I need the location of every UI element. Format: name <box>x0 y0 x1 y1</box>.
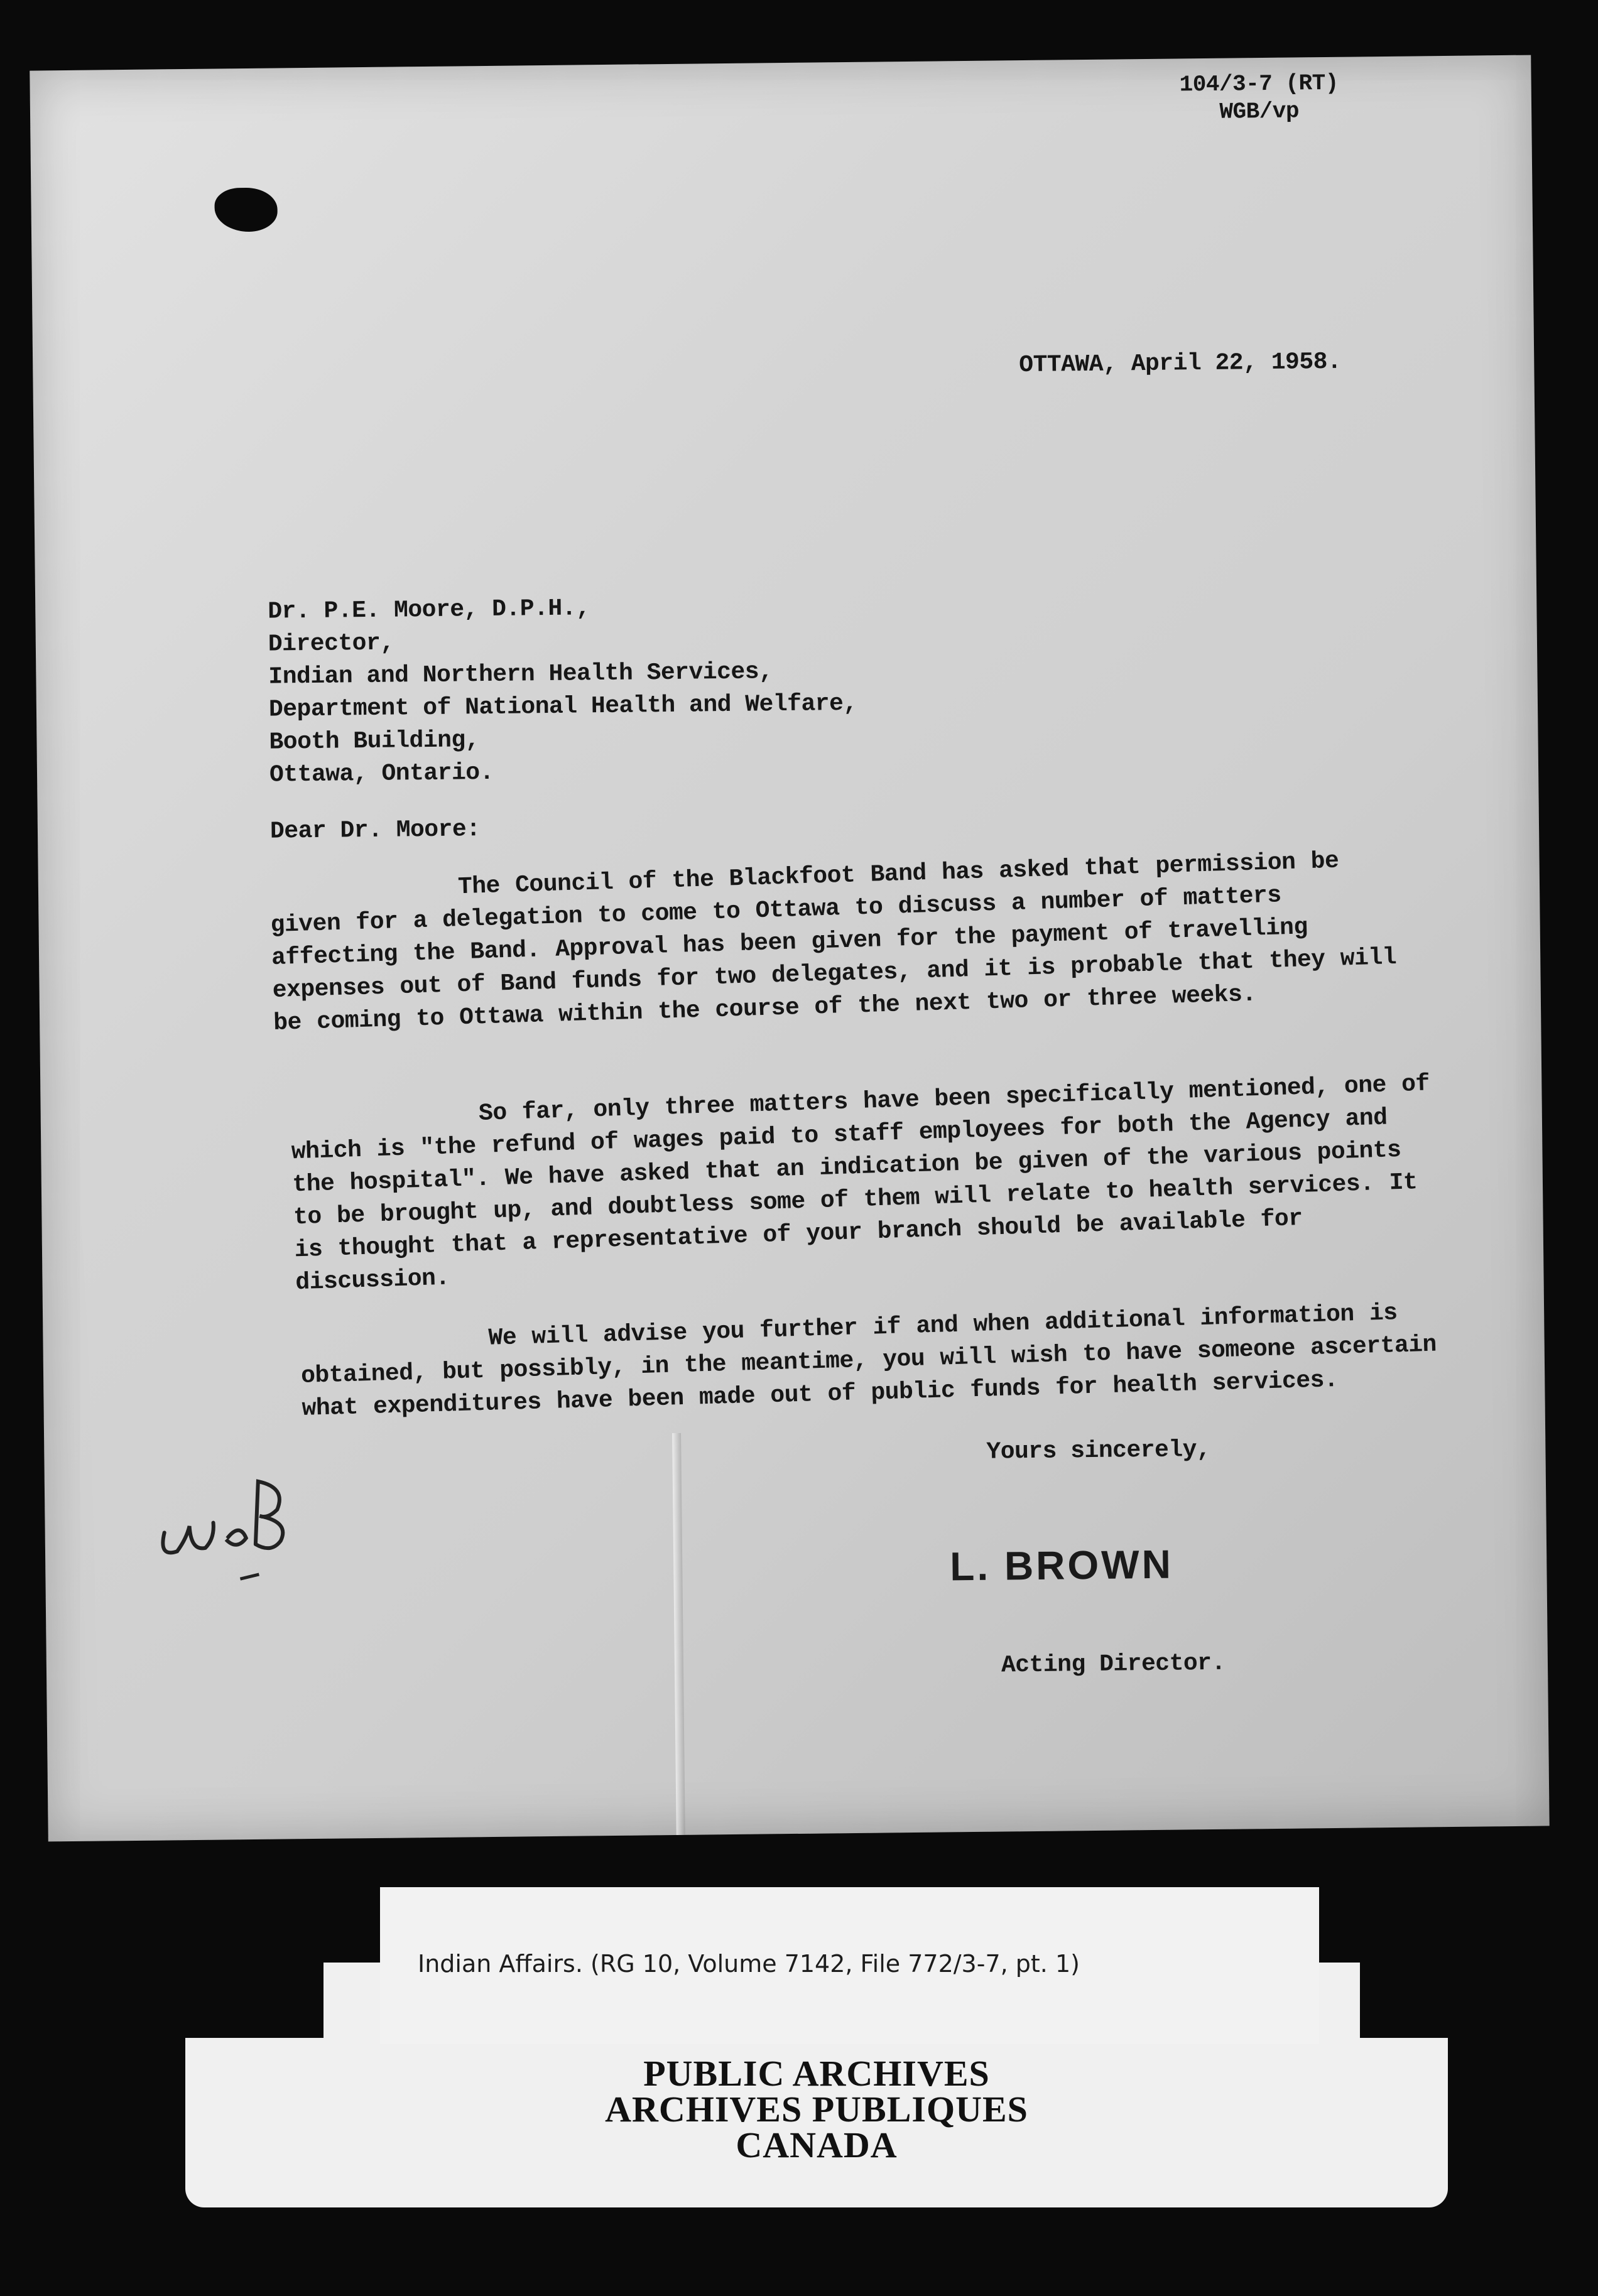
reference-line-1: 104/3-7 (RT) <box>1179 70 1339 98</box>
salutation: Dear Dr. Moore: <box>269 816 481 845</box>
paragraph-text: So far, only three matters have been specifically mentioned, one of which is "the refund of wages paid to staff employees for both the Agency and the hospital". We have asked that an indication be given of the various points to be brought up, and doubtless some of them will relate to health services. It is thought that a representative of your branch should be available for discussion. <box>291 1070 1430 1297</box>
paragraph-text: The Council of the Blackfoot Band has asked that permission be given for a delegation to come to Ottawa to discuss a number of matters affecting the Band. Approval has been given for the payment of travelling expenses out of Band funds for two delegates, and it is probable that they will be coming to Ottawa within the course of the next two or three weeks. <box>270 847 1397 1037</box>
stamp-line-1: PUBLIC ARCHIVES <box>643 2053 990 2094</box>
letter-page <box>30 55 1549 1842</box>
signature-stamp: L. BROWN <box>949 1541 1174 1589</box>
addressee-line: Department of National Health and Welfare, <box>268 690 857 723</box>
addressee-line: Ottawa, Ontario. <box>269 759 494 789</box>
archive-citation-text: Indian Affairs. (RG 10, Volume 7142, File 772/3-7, pt. 1) <box>418 1950 1080 1978</box>
reference-line-2: WGB/vp <box>1219 98 1300 125</box>
body-paragraph-3 <box>300 1296 1445 1426</box>
file-reference <box>1179 70 1339 127</box>
addressee-line: Dr. P.E. Moore, D.P.H., <box>268 595 590 625</box>
body-paragraph-1 <box>269 843 1416 1040</box>
handwritten-initials <box>151 1462 316 1589</box>
addressee-block <box>268 590 858 792</box>
addressee-line: Director, <box>268 629 394 658</box>
stamp-line-3: CANADA <box>736 2125 898 2165</box>
paper-fold <box>672 1433 685 1835</box>
addressee-line: Booth Building, <box>269 727 480 756</box>
paragraph-text: We will advise you further if and when additional information is obtained, but possibly, in the meantime, you will wish to have someone ascertain what expenditures have been made out of public funds for health services. <box>300 1299 1437 1423</box>
punch-hole <box>214 187 278 232</box>
addressee-line: Indian and Northern Health Services, <box>268 658 773 691</box>
body-paragraph-2 <box>290 1068 1438 1299</box>
closing: Yours sincerely, <box>986 1436 1211 1466</box>
stamp-line-2: ARCHIVES PUBLIQUES <box>605 2089 1028 2130</box>
letter-date: OTTAWA, April 22, 1958. <box>1019 348 1342 379</box>
signoff-title: Acting Director. <box>1001 1649 1226 1679</box>
